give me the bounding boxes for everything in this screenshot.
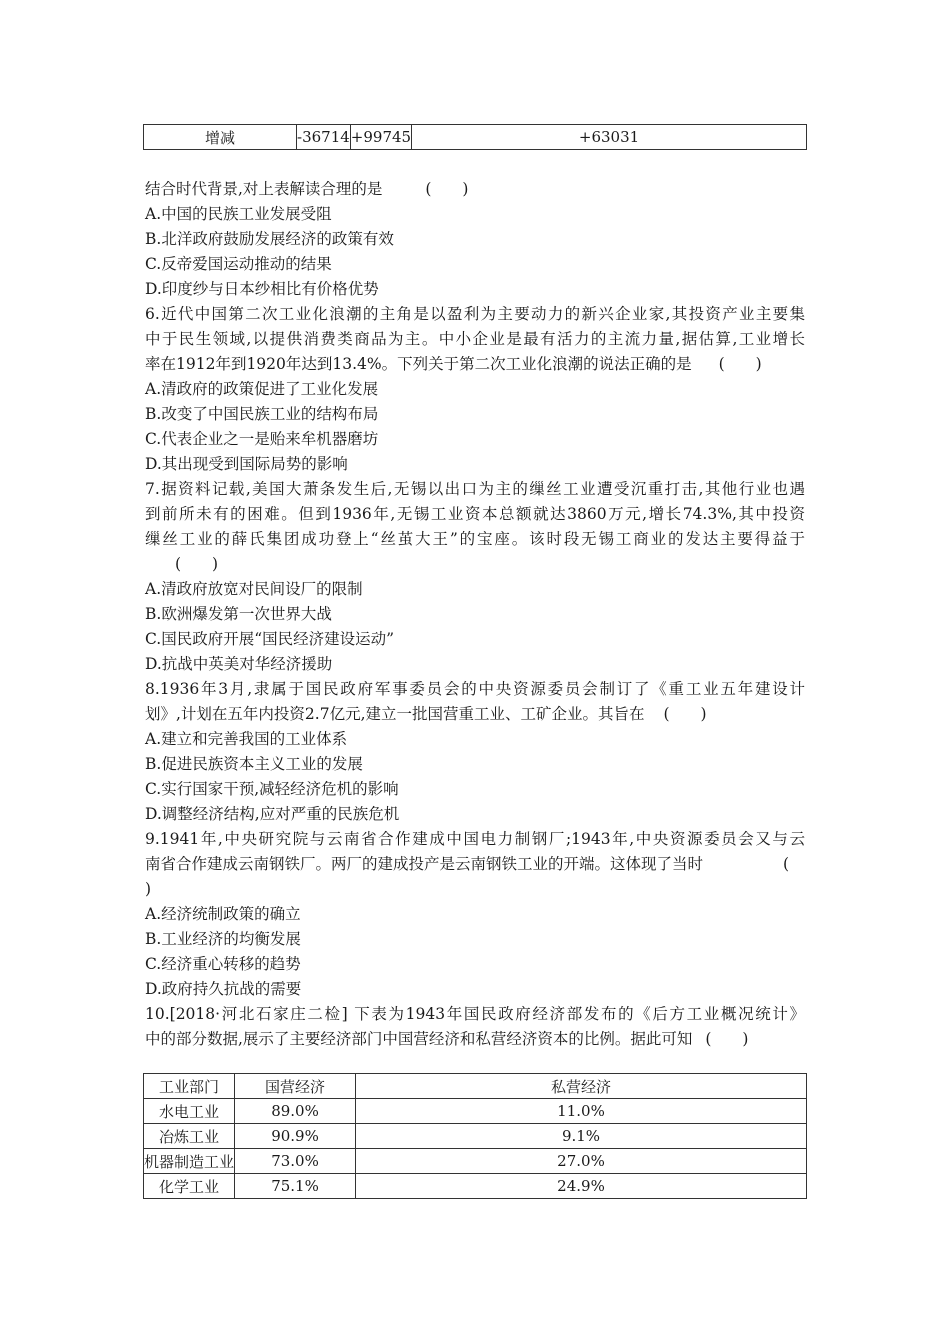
table-cell: 机器制造工业 <box>144 1149 235 1174</box>
option-b: B.欧洲爆发第一次世界大战 <box>145 605 332 623</box>
table-header-cell: 私营经济 <box>356 1074 807 1099</box>
option-c: C.实行国家干预,减轻经济危机的影响 <box>145 780 399 798</box>
table-cell: -36714 <box>297 125 351 150</box>
question-5-stem <box>145 178 468 200</box>
option-c: C.经济重心转移的趋势 <box>145 955 301 973</box>
option-a: A.建立和完善我国的工业体系 <box>145 730 348 748</box>
question-6-line: 6.近代中国第二次工业化浪潮的主角是以盈利为主要动力的新兴企业家,其投资产业主要集 <box>145 305 805 323</box>
option-c: C.反帝爱国运动推动的结果 <box>145 255 332 273</box>
table-row <box>144 1149 807 1174</box>
option-b: B.北洋政府鼓励发展经济的政策有效 <box>145 230 394 248</box>
answer-paren-close: ) <box>145 880 152 898</box>
option-d: D.抗战中英美对华经济援助 <box>145 655 333 673</box>
option-d: D.政府持久抗战的需要 <box>145 980 302 998</box>
answer-paren: ( ) <box>705 1030 749 1048</box>
option-c: C.国民政府开展“国民经济建设运动” <box>145 630 395 648</box>
table-cell: 24.9% <box>356 1174 807 1199</box>
option-d: D.其出现受到国际局势的影响 <box>145 455 348 473</box>
table-cell: 冶炼工业 <box>144 1124 235 1149</box>
table-cell: 11.0% <box>356 1099 807 1124</box>
table-cell: 89.0% <box>235 1099 356 1124</box>
table-cell: 增减 <box>144 125 297 150</box>
option-a: A.经济统制政策的确立 <box>145 905 301 923</box>
question-8-line: 8.1936年3月,隶属于国民政府军事委员会的中央资源委员会制订了《重工业五年建设计 <box>145 680 805 698</box>
table-row <box>144 1124 807 1149</box>
table-header-cell: 国营经济 <box>235 1074 356 1099</box>
top-table <box>143 124 807 150</box>
option-d: D.印度纱与日本纱相比有价格优势 <box>145 280 379 298</box>
question-6-line <box>145 353 762 375</box>
option-a: A.清政府放宽对民间设厂的限制 <box>145 580 363 598</box>
question-text: 南省合作建成云南钢铁厂。两厂的建成投产是云南钢铁工业的开端。这体现了当时 <box>145 855 704 873</box>
table-cell: 9.1% <box>356 1124 807 1149</box>
option-b: B.促进民族资本主义工业的发展 <box>145 755 363 773</box>
question-text: 结合时代背景,对上表解读合理的是 <box>145 180 383 198</box>
table-cell: 化学工业 <box>144 1174 235 1199</box>
table-cell: 75.1% <box>235 1174 356 1199</box>
table-cell: 27.0% <box>356 1149 807 1174</box>
option-b: B.改变了中国民族工业的结构布局 <box>145 405 379 423</box>
table-row <box>144 125 807 150</box>
question-8-line <box>145 703 707 725</box>
option-b: B.工业经济的均衡发展 <box>145 930 301 948</box>
question-text: 中的部分数据,展示了主要经济部门中国营经济和私营经济资本的比例。据此可知 <box>145 1030 693 1048</box>
question-9-line <box>145 853 703 875</box>
option-a: A.清政府的政策促进了工业化发展 <box>145 380 379 398</box>
industry-table <box>143 1073 807 1199</box>
question-7-line: 缫丝工业的薛氏集团成功登上“丝茧大王”的宝座。该时段无锡工商业的发达主要得益于 <box>145 530 805 548</box>
question-7-line: 到前所未有的困难。但到1936年,无锡工业资本总额就达3860万元,增长74.3%,其中投资 <box>145 505 805 523</box>
question-9-line: 9.1941年,中央研究院与云南省合作建成中国电力制钢厂;1943年,中央资源委员会又与云 <box>145 830 805 848</box>
table-row <box>144 1099 807 1124</box>
answer-paren-open: ( <box>783 855 790 873</box>
answer-paren: ( ) <box>663 705 707 723</box>
answer-paren: ( ) <box>718 355 762 373</box>
option-a: A.中国的民族工业发展受阻 <box>145 205 332 223</box>
table-header-row <box>144 1074 807 1099</box>
answer-paren: ( ) <box>175 555 219 573</box>
question-10-line <box>145 1028 748 1050</box>
table-cell: 水电工业 <box>144 1099 235 1124</box>
answer-paren: ( ) <box>425 180 469 198</box>
question-text: 率在1912年到1920年达到13.4%。下列关于第二次工业化浪潮的说法正确的是 <box>145 355 692 373</box>
question-7-line: 7.据资料记载,美国大萧条发生后,无锡以出口为主的缫丝工业遭受沉重打击,其他行业也遇 <box>145 480 805 498</box>
question-10-line: 10.[2018·河北石家庄二检] 下表为1943年国民政府经济部发布的《后方工业概况统计》 <box>145 1005 805 1023</box>
table-cell: 73.0% <box>235 1149 356 1174</box>
table-row <box>144 1174 807 1199</box>
option-c: C.代表企业之一是贻来牟机器磨坊 <box>145 430 379 448</box>
table-cell: +99745 <box>350 125 411 150</box>
table-cell: 90.9% <box>235 1124 356 1149</box>
table-cell: +63031 <box>412 125 807 150</box>
option-d: D.调整经济结构,应对严重的民族危机 <box>145 805 400 823</box>
question-6-line: 中于民生领域,以提供消费类商品为主。中小企业是最有活力的主流力量,据估算,工业增长 <box>145 330 805 348</box>
question-text: 划》,计划在五年内投资2.7亿元,建立一批国营重工业、工矿企业。其旨在 <box>145 705 645 723</box>
table-header-cell: 工业部门 <box>144 1074 235 1099</box>
